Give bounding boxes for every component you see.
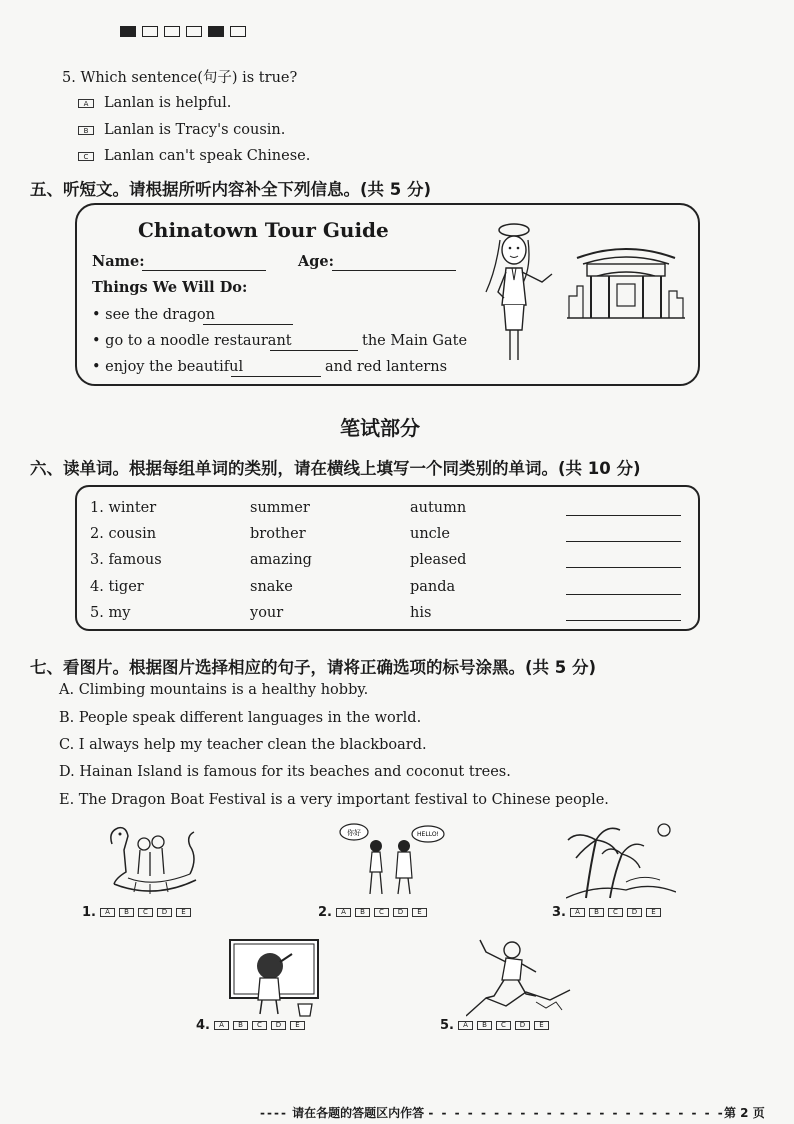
row2-w2: brother <box>250 526 306 542</box>
page-number: 第 2 页 <box>724 1106 765 1120</box>
dragon-boat-illustration <box>106 822 202 902</box>
option-c-bubble[interactable]: C <box>608 908 623 917</box>
picture-number: 4. <box>196 1018 210 1033</box>
exam-code-boxes <box>120 26 246 37</box>
option-a-bubble[interactable]: A <box>570 908 585 917</box>
option-a-bubble[interactable]: A <box>214 1021 229 1030</box>
written-part-heading: 笔试部分 <box>340 416 420 440</box>
item-1: • see the dragon <box>92 307 215 323</box>
option-text: Lanlan can't speak Chinese. <box>104 148 311 164</box>
option-e-bubble[interactable]: E <box>290 1021 305 1030</box>
picture-3-options <box>552 905 661 920</box>
q5-option-b[interactable] <box>78 122 285 138</box>
row3-blank[interactable] <box>566 552 681 568</box>
option-b-bubble[interactable]: B <box>355 908 370 917</box>
age-label: Age: <box>298 253 334 270</box>
option-b-bubble[interactable]: B <box>119 908 134 917</box>
sentence-c: C. I always help my teacher clean the blackboard. <box>59 737 427 753</box>
option-e-bubble[interactable]: E <box>412 908 427 917</box>
row4-w2: snake <box>250 579 293 595</box>
row2-blank[interactable] <box>566 526 681 542</box>
row1-blank[interactable] <box>566 500 681 516</box>
picture-number: 5. <box>440 1018 454 1033</box>
option-c-bubble[interactable]: C <box>374 908 389 917</box>
option-text: Lanlan is helpful. <box>104 95 232 111</box>
item-2-blank[interactable] <box>270 336 358 351</box>
picture-number: 3. <box>552 905 566 920</box>
name-label: Name: <box>92 253 145 270</box>
option-c-bubble[interactable]: C <box>496 1021 511 1030</box>
section6-title: 六、读单词。根据每组单词的类别，请在横线上填写一个同类别的单词。(共 10 分) <box>30 459 641 478</box>
picture-number: 2. <box>318 905 332 920</box>
row4-w1: 4. tiger <box>90 579 144 595</box>
age-blank[interactable] <box>332 256 456 271</box>
row1-w1: 1. winter <box>90 500 157 516</box>
code-box <box>230 26 246 37</box>
section5-title: 五、听短文。请根据所听内容补全下列信息。(共 5 分) <box>30 180 432 199</box>
sentence-b: B. People speak different languages in the world. <box>59 710 422 726</box>
option-b-bubble[interactable]: B <box>233 1021 248 1030</box>
row2-w1: 2. cousin <box>90 526 157 542</box>
q5-question: 5. Which sentence(句子) is true? <box>62 70 298 86</box>
item-3-blank[interactable] <box>231 362 321 377</box>
q5-option-c[interactable] <box>78 148 310 164</box>
option-a-bubble[interactable]: A <box>336 908 351 917</box>
bubble-a[interactable]: A <box>78 99 94 108</box>
kids-greeting-illustration <box>336 822 446 902</box>
card-title: Chinatown Tour Guide <box>138 218 389 242</box>
section7-title: 七、看图片。根据图片选择相应的句子，请将正确选项的标号涂黑。(共 5 分) <box>30 658 597 677</box>
code-box <box>142 26 158 37</box>
row4-w3: panda <box>410 579 456 595</box>
code-box <box>208 26 224 37</box>
option-e-bubble[interactable]: E <box>176 908 191 917</box>
option-d-bubble[interactable]: D <box>157 908 172 917</box>
code-box <box>120 26 136 37</box>
code-box <box>164 26 180 37</box>
sentence-d: D. Hainan Island is famous for its beaches and coconut trees. <box>59 764 511 780</box>
row2-w3: uncle <box>410 526 451 542</box>
item-1-blank[interactable] <box>203 310 293 325</box>
option-c-bubble[interactable]: C <box>138 908 153 917</box>
item-2: • go to a noodle restaurant <box>92 333 292 349</box>
item-3-after: and red lanterns <box>325 359 448 375</box>
option-e-bubble[interactable]: E <box>534 1021 549 1030</box>
bubble-right-text: HELLO! <box>417 831 439 838</box>
footer: ---- 请在各题的答题区内作答 - - - - - - - - - - - - - - - - - - - - - - - <box>260 1106 725 1120</box>
option-a-bubble[interactable]: A <box>100 908 115 917</box>
option-e-bubble[interactable]: E <box>646 908 661 917</box>
picture-1-options <box>82 905 191 920</box>
chinatown-gate-illustration <box>567 236 685 320</box>
code-box <box>186 26 202 37</box>
option-d-bubble[interactable]: D <box>627 908 642 917</box>
option-a-bubble[interactable]: A <box>458 1021 473 1030</box>
option-b-bubble[interactable]: B <box>589 908 604 917</box>
name-blank[interactable] <box>142 256 266 271</box>
things-label: Things We Will Do: <box>92 279 248 296</box>
option-b-bubble[interactable]: B <box>477 1021 492 1030</box>
bubble-c[interactable]: C <box>78 152 94 161</box>
bubble-b[interactable]: B <box>78 126 94 135</box>
option-d-bubble[interactable]: D <box>271 1021 286 1030</box>
sentence-a: A. Climbing mountains is a healthy hobby. <box>59 682 369 698</box>
picture-5-options <box>440 1018 549 1033</box>
row5-w3: his <box>410 605 432 621</box>
row5-blank[interactable] <box>566 605 681 621</box>
row4-blank[interactable] <box>566 579 681 595</box>
option-d-bubble[interactable]: D <box>515 1021 530 1030</box>
mountain-climbing-illustration <box>466 936 576 1018</box>
picture-4-options <box>196 1018 305 1033</box>
option-c-bubble[interactable]: C <box>252 1021 267 1030</box>
sentence-e: E. The Dragon Boat Festival is a very important festival to Chinese people. <box>59 792 609 808</box>
option-text: Lanlan is Tracy's cousin. <box>104 122 286 138</box>
row5-w2: your <box>250 605 284 621</box>
row1-w3: autumn <box>410 500 467 516</box>
picture-number: 1. <box>82 905 96 920</box>
footer-text: 请在各题的答题区内作答 <box>292 1106 425 1120</box>
row3-w1: 3. famous <box>90 552 162 568</box>
q5-option-a[interactable] <box>78 95 231 111</box>
beach-palm-trees-illustration <box>566 818 676 902</box>
cleaning-blackboard-illustration <box>228 938 322 1018</box>
item-3: • enjoy the beautiful <box>92 359 244 375</box>
row3-w3: pleased <box>410 552 467 568</box>
row3-w2: amazing <box>250 552 312 568</box>
bubble-left-text: 你好 <box>347 829 361 837</box>
row5-w1: 5. my <box>90 605 131 621</box>
tour-guide-girl-illustration <box>480 210 562 370</box>
row1-w2: summer <box>250 500 310 516</box>
picture-2-options <box>318 905 427 920</box>
option-d-bubble[interactable]: D <box>393 908 408 917</box>
item-2-after: the Main Gate <box>362 333 468 349</box>
